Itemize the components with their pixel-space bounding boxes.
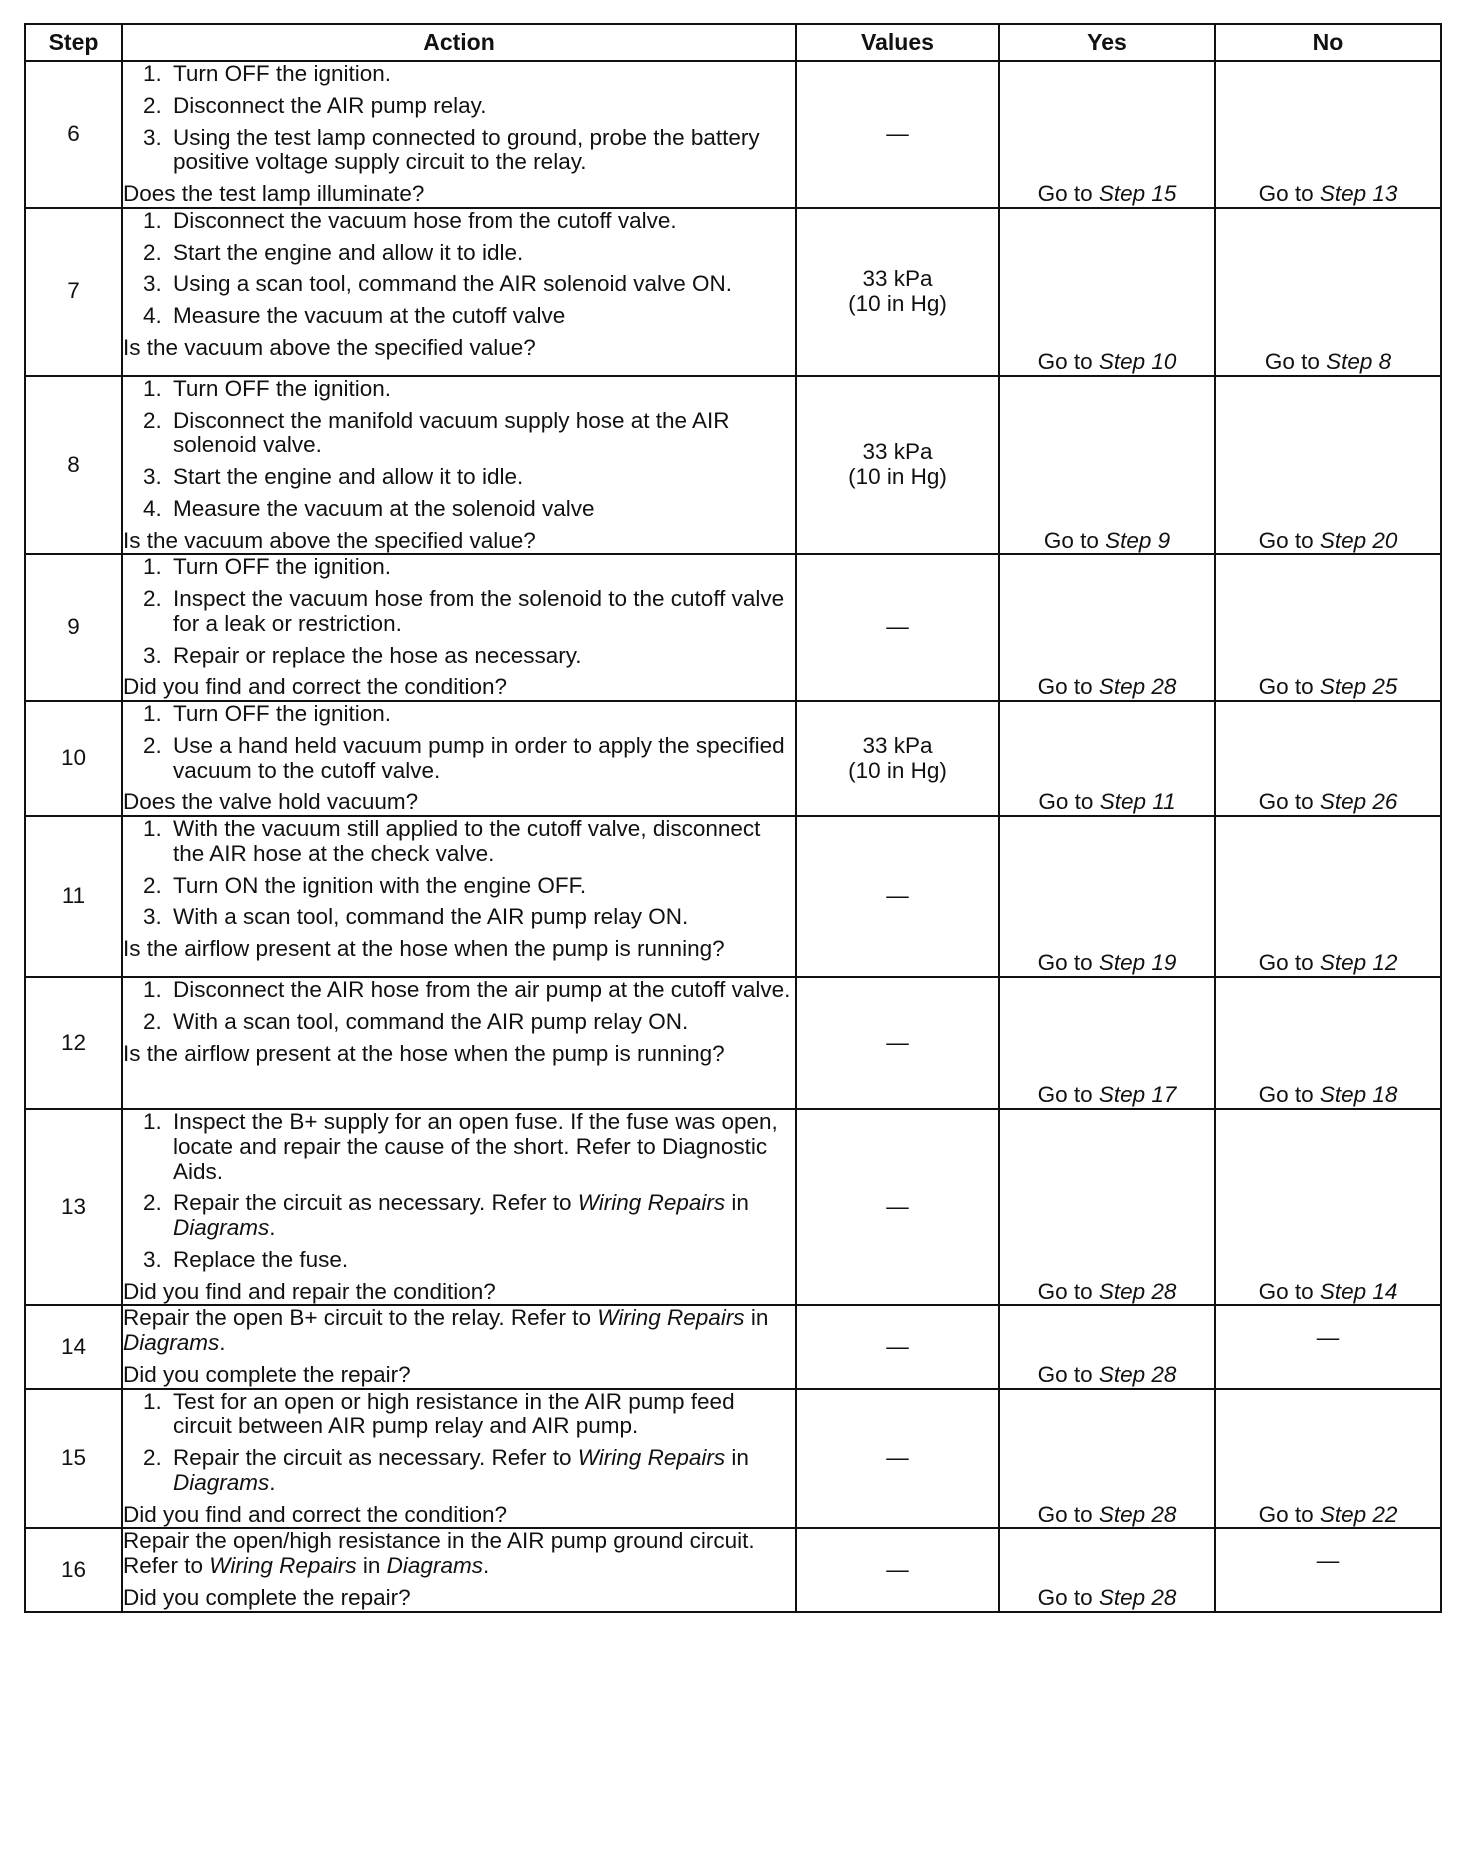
goto-target-step[interactable]: Step 8: [1326, 349, 1392, 374]
step-number: 10: [25, 701, 122, 816]
action-step-text: Start the engine and allow it to idle.: [173, 239, 524, 265]
goto-target-step[interactable]: Step 15: [1098, 181, 1177, 206]
action-steps-list: [123, 555, 795, 668]
action-step: [123, 241, 795, 266]
no-goto-link[interactable]: [1259, 528, 1398, 553]
step-number: 14: [25, 1305, 122, 1388]
goto-prefix: Go to: [1264, 349, 1327, 374]
goto-target-step[interactable]: Step 14: [1319, 1278, 1398, 1304]
yes-goto-link[interactable]: [1038, 1279, 1177, 1304]
action-question: Is the vacuum above the specified value?: [123, 334, 536, 360]
header-step: Step: [25, 24, 122, 61]
action-cell: [122, 554, 796, 701]
table-row: [25, 977, 1441, 1109]
action-steps-list: [123, 1110, 795, 1273]
goto-prefix: Go to: [1037, 181, 1099, 206]
action-step: [123, 587, 795, 637]
action-step-number: 2.: [143, 872, 162, 898]
action-step: [123, 1248, 795, 1273]
table-row: [25, 701, 1441, 816]
action-step-text: Turn ON the ignition with the engine OFF.: [173, 872, 587, 898]
no-cell: [1215, 554, 1441, 701]
action-step: [123, 702, 795, 727]
action-text: Repair the open/high resistance in the AIR pump ground circuit. Refer to Wiring Repairs in Diagrams.: [123, 1528, 755, 1578]
goto-target-step[interactable]: Step 12: [1319, 950, 1398, 976]
values-cell: [796, 816, 999, 977]
no-cell: [1215, 1528, 1441, 1611]
action-step-number: 2.: [143, 1445, 162, 1470]
action-step: [123, 874, 795, 899]
action-step-number: 4.: [143, 495, 162, 521]
spec-value: 33 kPa (10 in Hg): [848, 439, 947, 489]
table-row: [25, 1528, 1441, 1611]
action-step: [123, 1010, 795, 1035]
action-step-text: Disconnect the AIR hose from the air pump at the cutoff valve.: [173, 977, 791, 1002]
goto-target-step[interactable]: Step 11: [1099, 789, 1176, 815]
yes-cell: [999, 208, 1215, 376]
action-step-number: 3.: [143, 904, 162, 930]
action-step-number: 1.: [143, 701, 162, 726]
action-step: [123, 905, 795, 930]
action-step-number: 4.: [143, 303, 162, 328]
yes-goto-link[interactable]: [1038, 1082, 1177, 1107]
action-step-number: 2.: [143, 1190, 162, 1216]
step-number: 11: [25, 816, 122, 977]
spec-value: —: [886, 1445, 909, 1470]
action-step-number: 1.: [143, 1109, 162, 1134]
goto-target-step[interactable]: Step 22: [1319, 1501, 1398, 1527]
goto-prefix: Go to: [1258, 1501, 1320, 1527]
values-cell: [796, 701, 999, 816]
action-steps-list: [123, 1390, 795, 1496]
table-row: [25, 554, 1441, 701]
no-cell: [1215, 816, 1441, 977]
action-steps-list: [123, 817, 795, 930]
action-question: Does the valve hold vacuum?: [123, 789, 419, 815]
action-step-number: 1.: [143, 375, 162, 401]
action-step-number: 3.: [143, 124, 162, 150]
step-number: 13: [25, 1109, 122, 1305]
spec-value: —: [886, 1556, 909, 1582]
spec-value: 33 kPa (10 in Hg): [848, 732, 947, 783]
action-step-number: 2.: [143, 586, 162, 611]
action-steps-list: [123, 702, 795, 783]
yes-cell: [999, 701, 1215, 816]
action-cell: [122, 1305, 796, 1388]
goto-prefix: Go to: [1037, 1584, 1099, 1610]
action-step-text: Repair the circuit as necessary. Refer to Wiring Repairs in Diagrams.: [173, 1190, 749, 1240]
values-cell: [796, 1305, 999, 1388]
spec-value: —: [886, 1029, 909, 1055]
table-body: [25, 61, 1441, 1612]
step-number: 12: [25, 977, 122, 1109]
action-step: [123, 409, 795, 459]
yes-goto-link[interactable]: [1038, 1362, 1177, 1387]
action-step-number: 3.: [143, 1246, 162, 1272]
action-cell: [122, 701, 796, 816]
action-step-text: Measure the vacuum at the cutoff valve: [173, 303, 566, 328]
header-row: [25, 24, 1441, 61]
action-step-text: Using a scan tool, command the AIR solenoid valve ON.: [173, 271, 733, 297]
yes-goto-link[interactable]: [1038, 181, 1177, 206]
goto-target-step[interactable]: Step 28: [1098, 674, 1177, 700]
action-question: Does the test lamp illuminate?: [123, 181, 425, 206]
action-step-text: With a scan tool, command the AIR pump relay ON.: [173, 1008, 689, 1034]
header-values: Values: [796, 24, 999, 61]
action-question: Is the airflow present at the hose when the pump is running?: [123, 936, 725, 961]
yes-cell: [999, 1528, 1215, 1611]
action-question: Did you complete the repair?: [123, 1361, 411, 1387]
goto-prefix: Go to: [1037, 1278, 1099, 1304]
spec-value: —: [886, 883, 909, 909]
action-question: Is the vacuum above the specified value?: [123, 527, 536, 553]
action-step-number: 3.: [143, 464, 162, 489]
action-step-text: Repair or replace the hose as necessary.: [173, 642, 582, 668]
action-cell: [122, 977, 796, 1109]
step-number: 16: [25, 1528, 122, 1611]
action-step-text: Turn OFF the ignition.: [173, 554, 392, 580]
goto-prefix: Go to: [1258, 950, 1320, 976]
goto-target-step[interactable]: Step 20: [1319, 527, 1398, 553]
action-step-number: 1.: [143, 207, 162, 233]
header-yes: Yes: [999, 24, 1215, 61]
action-step: [123, 377, 795, 402]
no-goto-link[interactable]: [1259, 1279, 1398, 1304]
action-step-number: 2.: [143, 407, 162, 433]
action-step-number: 1.: [143, 977, 162, 1002]
no-goto-link[interactable]: [1259, 674, 1398, 699]
table-row: [25, 816, 1441, 977]
goto-target-step[interactable]: Step 28: [1098, 1501, 1177, 1527]
yes-goto-link[interactable]: [1038, 950, 1177, 975]
action-step-text: Inspect the vacuum hose from the solenoid to the cutoff valve for a leak or restriction.: [173, 586, 785, 636]
no-goto-link[interactable]: [1259, 789, 1398, 814]
action-step-text: Replace the fuse.: [173, 1246, 349, 1272]
goto-target-step[interactable]: Step 9: [1105, 527, 1171, 553]
action-step-text: Using the test lamp connected to ground, probe the battery positive voltage supply circuit to the relay.: [173, 124, 760, 175]
action-step-text: Turn OFF the ignition.: [173, 701, 392, 726]
action-step-number: 1.: [143, 1388, 162, 1414]
goto-target-step[interactable]: Step 19: [1098, 950, 1177, 976]
goto-prefix: Go to: [1258, 674, 1320, 700]
header-action: Action: [122, 24, 796, 61]
step-number: 8: [25, 376, 122, 555]
yes-goto-link[interactable]: [1038, 349, 1177, 374]
table-row: [25, 1109, 1441, 1305]
action-step: [123, 734, 795, 784]
action-step-text: Disconnect the manifold vacuum supply hose at the AIR solenoid valve.: [173, 407, 730, 458]
no-dash: —: [1316, 1324, 1340, 1350]
goto-prefix: Go to: [1037, 349, 1099, 374]
action-question: Did you find and repair the condition?: [123, 1278, 496, 1304]
spec-value: —: [886, 121, 909, 146]
yes-goto-link[interactable]: [1044, 528, 1170, 553]
no-goto-link[interactable]: [1259, 950, 1398, 975]
action-step-text: Use a hand held vacuum pump in order to apply the specified vacuum to the cutoff valve.: [173, 732, 785, 783]
action-step: [123, 1446, 795, 1496]
goto-prefix: Go to: [1037, 1082, 1099, 1108]
action-step-text: Test for an open or high resistance in the AIR pump feed circuit between AIR pump relay and AIR pump.: [173, 1388, 735, 1439]
action-step: [123, 817, 795, 867]
action-steps-list: [123, 62, 795, 175]
goto-target-step[interactable]: Step 28: [1098, 1361, 1177, 1387]
no-cell: [1215, 977, 1441, 1109]
table-row: [25, 1389, 1441, 1529]
yes-cell: [999, 816, 1215, 977]
action-step: [123, 1110, 795, 1184]
action-step-text: Disconnect the AIR pump relay.: [173, 92, 487, 118]
action-step: [123, 978, 795, 1003]
action-step-number: 2.: [143, 1008, 162, 1034]
no-cell: [1215, 701, 1441, 816]
goto-target-step[interactable]: Step 18: [1319, 1082, 1398, 1108]
goto-prefix: Go to: [1258, 1082, 1320, 1108]
action-steps-list: [123, 377, 795, 522]
goto-prefix: Go to: [1258, 527, 1320, 553]
yes-cell: [999, 554, 1215, 701]
action-step-text: Disconnect the vacuum hose from the cutoff valve.: [173, 207, 677, 233]
goto-target-step[interactable]: Step 28: [1098, 1584, 1177, 1610]
action-step-text: Measure the vacuum at the solenoid valve: [173, 495, 595, 521]
action-step: [123, 497, 795, 522]
yes-cell: [999, 61, 1215, 208]
action-step: [123, 94, 795, 119]
values-cell: [796, 1109, 999, 1305]
action-step: [123, 465, 795, 490]
action-step: [123, 1390, 795, 1440]
no-goto-link[interactable]: [1259, 1082, 1398, 1107]
action-step: [123, 126, 795, 176]
action-step-text: Start the engine and allow it to idle.: [173, 464, 524, 489]
action-step-text: Repair the circuit as necessary. Refer to Wiring Repairs in Diagrams.: [173, 1445, 749, 1495]
goto-prefix: Go to: [1037, 950, 1099, 976]
action-cell: [122, 376, 796, 555]
action-cell: [122, 208, 796, 376]
goto-target-step[interactable]: Step 26: [1319, 789, 1398, 815]
action-step: [123, 209, 795, 234]
action-step-number: 1.: [143, 816, 162, 841]
goto-prefix: Go to: [1037, 674, 1099, 700]
no-goto-link[interactable]: [1259, 1502, 1398, 1527]
no-cell: [1215, 1305, 1441, 1388]
values-cell: [796, 554, 999, 701]
action-step-number: 3.: [143, 271, 162, 297]
step-number: 9: [25, 554, 122, 701]
action-step-text: With the vacuum still applied to the cutoff valve, disconnect the AIR hose at the check valve.: [173, 816, 761, 866]
action-step-number: 3.: [143, 642, 162, 668]
action-step: [123, 304, 795, 329]
action-step: [123, 1191, 795, 1241]
spec-value: —: [886, 1333, 909, 1359]
goto-prefix: Go to: [1037, 1361, 1099, 1387]
header-no: No: [1215, 24, 1441, 61]
yes-goto-link[interactable]: [1038, 1585, 1177, 1610]
action-step-number: 2.: [143, 239, 162, 265]
action-step-text: With a scan tool, command the AIR pump relay ON.: [173, 904, 689, 930]
goto-prefix: Go to: [1043, 527, 1106, 553]
goto-target-step[interactable]: Step 10: [1098, 349, 1177, 374]
no-cell: [1215, 1389, 1441, 1529]
action-steps-list: [123, 978, 795, 1035]
values-cell: [796, 1528, 999, 1611]
yes-cell: [999, 1305, 1215, 1388]
no-goto-link[interactable]: [1265, 349, 1391, 374]
action-cell: [122, 1528, 796, 1611]
action-step-number: 1.: [143, 61, 162, 86]
values-cell: [796, 1389, 999, 1529]
no-cell: [1215, 61, 1441, 208]
yes-cell: [999, 1109, 1215, 1305]
action-step: [123, 272, 795, 297]
spec-value: 33 kPa (10 in Hg): [848, 266, 947, 316]
yes-cell: [999, 376, 1215, 555]
action-step: [123, 62, 795, 87]
spec-value: —: [886, 1193, 909, 1219]
table-row: [25, 208, 1441, 376]
action-step: [123, 644, 795, 669]
action-cell: [122, 816, 796, 977]
yes-cell: [999, 977, 1215, 1109]
yes-goto-link[interactable]: [1038, 1502, 1177, 1527]
diagnostic-table: [24, 23, 1442, 1613]
action-question: Did you find and correct the condition?: [123, 1501, 507, 1527]
action-question: Did you complete the repair?: [123, 1584, 411, 1610]
table-row: [25, 376, 1441, 555]
goto-prefix: Go to: [1037, 1501, 1099, 1527]
action-cell: [122, 61, 796, 208]
action-step-number: 2.: [143, 92, 162, 118]
no-goto-link[interactable]: [1259, 181, 1398, 206]
values-cell: [796, 977, 999, 1109]
action-question: Did you find and correct the condition?: [123, 674, 507, 700]
step-number: 6: [25, 61, 122, 208]
yes-goto-link[interactable]: [1038, 674, 1177, 699]
goto-target-step[interactable]: Step 25: [1319, 674, 1398, 700]
yes-cell: [999, 1389, 1215, 1529]
goto-target-step[interactable]: Step 17: [1098, 1082, 1177, 1108]
goto-target-step[interactable]: Step 28: [1098, 1278, 1177, 1304]
goto-prefix: Go to: [1258, 789, 1320, 815]
action-step-text: Turn OFF the ignition.: [173, 375, 392, 401]
no-dash: —: [1316, 1547, 1340, 1573]
goto-prefix: Go to: [1038, 789, 1100, 815]
action-steps-list: [123, 209, 795, 329]
yes-goto-link[interactable]: [1038, 789, 1175, 814]
action-step: [123, 555, 795, 580]
step-number: 7: [25, 208, 122, 376]
action-step-number: 1.: [143, 554, 162, 580]
action-cell: [122, 1109, 796, 1305]
action-text: Repair the open B+ circuit to the relay. Refer to Wiring Repairs in Diagrams.: [123, 1305, 769, 1355]
no-cell: [1215, 208, 1441, 376]
goto-prefix: Go to: [1258, 1278, 1320, 1304]
step-number: 15: [25, 1389, 122, 1529]
no-cell: [1215, 376, 1441, 555]
action-question: Is the airflow present at the hose when the pump is running?: [123, 1040, 725, 1066]
values-cell: [796, 208, 999, 376]
goto-prefix: Go to: [1258, 181, 1320, 206]
spec-value: —: [886, 614, 909, 640]
table-row: [25, 1305, 1441, 1388]
action-step-number: 2.: [143, 732, 162, 758]
action-step-text: Turn OFF the ignition.: [173, 61, 392, 86]
values-cell: [796, 61, 999, 208]
goto-target-step[interactable]: Step 13: [1319, 181, 1398, 206]
action-step-text: Inspect the B+ supply for an open fuse. If the fuse was open, locate and repair the cause of the short. Refer to Diagnostic Aids.: [173, 1109, 778, 1184]
action-cell: [122, 1389, 796, 1529]
values-cell: [796, 376, 999, 555]
no-cell: [1215, 1109, 1441, 1305]
table-row: [25, 61, 1441, 208]
